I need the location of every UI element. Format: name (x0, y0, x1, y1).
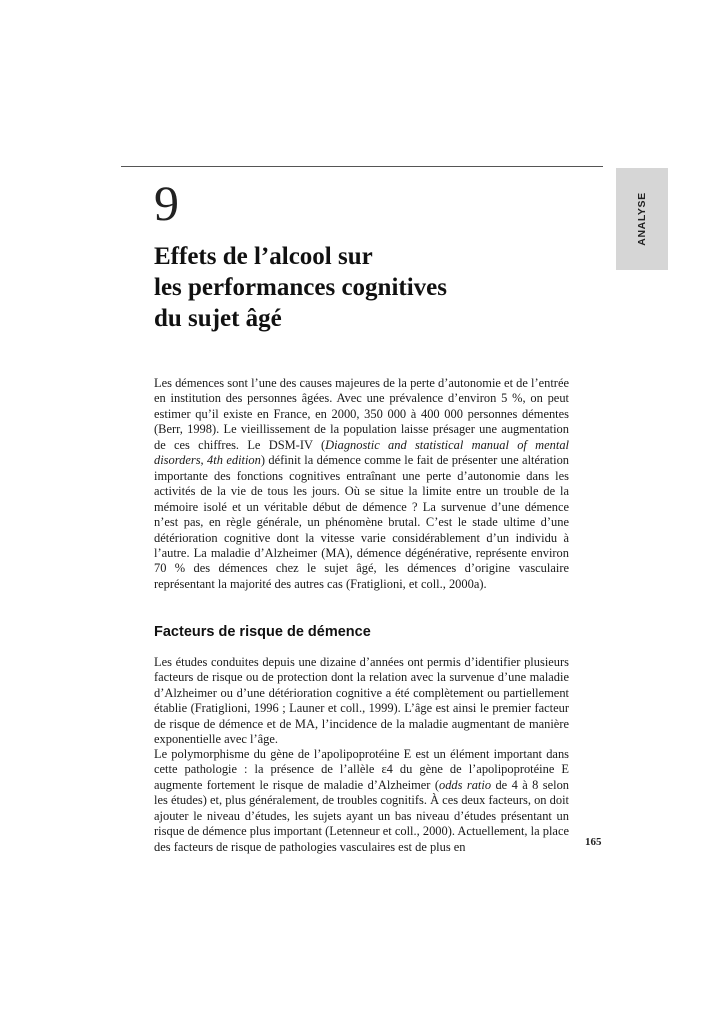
header-rule (121, 166, 603, 167)
dsm-title-italic: Diagnostic and statistical manual of mental disorders, 4th edition (154, 437, 570, 468)
section-heading: Facteurs de risque de démence (154, 624, 371, 640)
intro-paragraph (154, 376, 569, 592)
section-paragraph-text: Les études conduites depuis une dizaine d’années ont permis d’identifier plusieurs facteurs de risque ou de protection dont la relation avec la survenue d’une maladie d’Alzheimer ou d’une détérioration cognitive a été complètement ou partiellement établie (Fratiglioni, 1996 ; Launer et coll., 1999). L’âge est ainsi le premier facteur de risque de démence et de MA, l’incidence de la maladie augmentant de manière exponentielle avec l’âge. (154, 655, 569, 747)
intro-text-part: ) définit la démence comme le fait de présenter une altération importante des fonctions cognitives entraînant une perte d’autonomie dans les activités de la vie de tous les jours. Où se situe la limite entre un trouble de la mémoire isolé et un véritable début de démence ? La survenue d’une démence n’est pas, en règle générale, un phénomène brutal. C’est le stade ultime d’une détérioration cognitive dont la vitesse varie considérablement d’un individu à l’autre. La maladie d’Alzheimer (MA), démence dégénérative, représente environ 70 % des démences chez le sujet âgé, les démences d’origine vasculaire représentant la majorité des autres cas (Fratiglioni, et coll., 2000a). (154, 453, 570, 591)
chapter-title-line: les performances cognitives (154, 274, 447, 301)
intro-text-part: Les démences sont l’une des causes majeures de la perte d’autonomie et de l’entrée en institution des personnes âgées. Avec une prévalence d’environ 5 %, on peut estimer qu’il existe en France, en 2000, 350 000 à 400 000 personnes démentes (Berr, 1998). Le vieillissement de la population laisse présager une augmentation de ces chiffres. Le DSM-IV ( (154, 376, 569, 452)
chapter-title (154, 241, 574, 334)
odds-ratio-italic: odds ratio (438, 777, 492, 792)
chapter-number: 9 (154, 175, 179, 231)
chapter-title-line: Effets de l’alcool sur (154, 243, 373, 270)
section-tab-label: ANALYSE (636, 192, 648, 246)
section-text-part: Le polymorphisme du gène de l’apolipoprotéine E est un élément important dans cette pathologie : la présence de l’allèle ε4 du gène de l’apolipoprotéine E augmente fortement le risque de maladie d’Alzheimer ( (154, 747, 569, 792)
chapter-title-line: du sujet âgé (154, 305, 282, 332)
section-tab (616, 168, 668, 270)
page-number: 165 (585, 836, 602, 848)
section-paragraph (154, 747, 569, 855)
section-text-part: de 4 à 8 selon les études) et, plus généralement, de troubles cognitifs. À ces deux facteurs, on doit ajouter le niveau d’études, les sujets ayant un bas niveau d’études présentant un risque de démence plus important (Letenneur et coll., 2000). Actuellement, la place des facteurs de risque de pathologies vasculaires est de plus en (154, 777, 570, 854)
section-paragraph (154, 655, 569, 748)
